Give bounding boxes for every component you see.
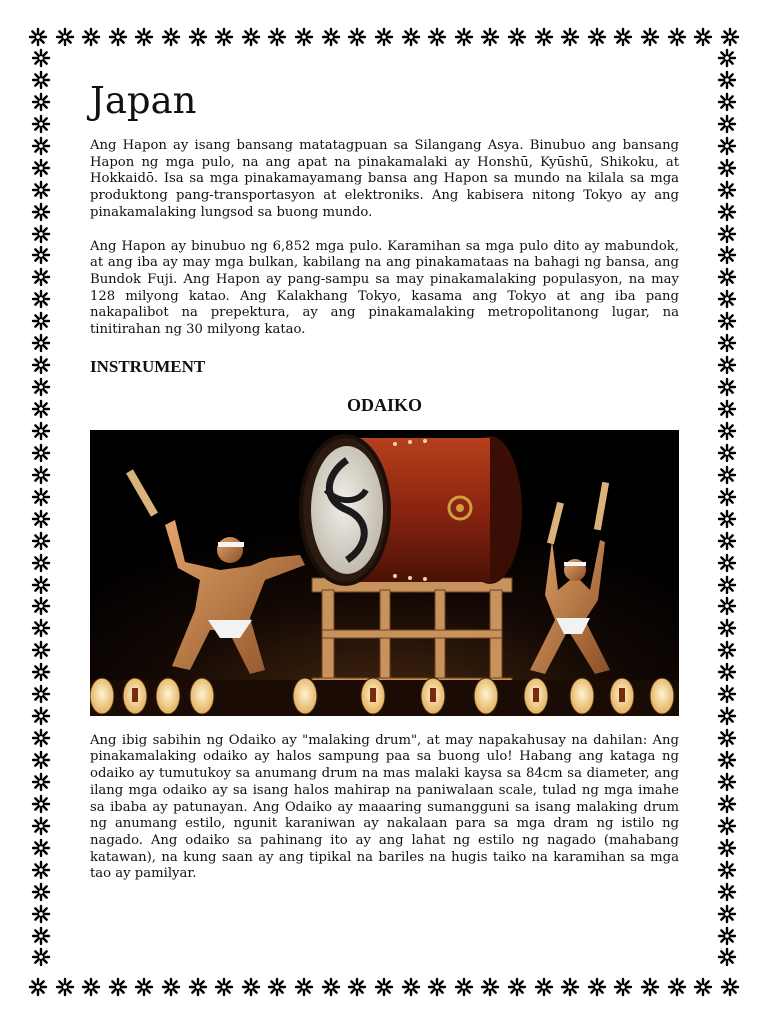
asterisk-star-icon	[717, 92, 737, 112]
asterisk-star-icon	[717, 553, 737, 573]
asterisk-star-icon	[31, 311, 51, 331]
asterisk-star-icon	[31, 882, 51, 902]
asterisk-star-icon	[31, 728, 51, 748]
asterisk-star-icon	[693, 977, 713, 997]
asterisk-star-icon	[321, 977, 341, 997]
asterisk-star-icon	[31, 443, 51, 463]
asterisk-star-icon	[717, 289, 737, 309]
asterisk-star-icon	[717, 180, 737, 200]
asterisk-star-icon	[717, 794, 737, 814]
asterisk-star-icon	[31, 202, 51, 222]
asterisk-star-icon	[31, 553, 51, 573]
asterisk-star-icon	[31, 904, 51, 924]
asterisk-star-icon	[613, 977, 633, 997]
asterisk-star-icon	[717, 750, 737, 770]
asterisk-star-icon	[720, 977, 740, 997]
asterisk-star-icon	[28, 977, 48, 997]
border-left	[30, 48, 52, 968]
asterisk-star-icon	[427, 27, 447, 47]
asterisk-star-icon	[31, 926, 51, 946]
asterisk-star-icon	[401, 977, 421, 997]
asterisk-star-icon	[587, 977, 607, 997]
border-bottom	[28, 976, 740, 998]
asterisk-star-icon	[31, 399, 51, 419]
asterisk-star-icon	[161, 977, 181, 997]
asterisk-star-icon	[717, 860, 737, 880]
page-title: Japan	[90, 79, 197, 122]
asterisk-star-icon	[81, 977, 101, 997]
asterisk-star-icon	[717, 70, 737, 90]
asterisk-star-icon	[560, 977, 580, 997]
asterisk-star-icon	[717, 136, 737, 156]
asterisk-star-icon	[667, 977, 687, 997]
asterisk-star-icon	[507, 27, 527, 47]
asterisk-star-icon	[454, 27, 474, 47]
asterisk-star-icon	[267, 977, 287, 997]
asterisk-star-icon	[717, 114, 737, 134]
asterisk-star-icon	[31, 333, 51, 353]
asterisk-star-icon	[214, 27, 234, 47]
document-body	[90, 78, 679, 900]
asterisk-star-icon	[31, 465, 51, 485]
odaiko-drum	[301, 436, 522, 584]
asterisk-star-icon	[31, 772, 51, 792]
asterisk-star-icon	[31, 618, 51, 638]
asterisk-star-icon	[241, 977, 261, 997]
asterisk-star-icon	[31, 267, 51, 287]
asterisk-star-icon	[667, 27, 687, 47]
asterisk-star-icon	[717, 772, 737, 792]
asterisk-star-icon	[31, 377, 51, 397]
asterisk-star-icon	[31, 158, 51, 178]
asterisk-star-icon	[717, 224, 737, 244]
asterisk-star-icon	[717, 904, 737, 924]
asterisk-star-icon	[134, 977, 154, 997]
asterisk-star-icon	[640, 27, 660, 47]
asterisk-star-icon	[717, 158, 737, 178]
asterisk-star-icon	[717, 377, 737, 397]
asterisk-star-icon	[717, 355, 737, 375]
asterisk-star-icon	[214, 977, 234, 997]
asterisk-star-icon	[613, 27, 633, 47]
asterisk-star-icon	[717, 575, 737, 595]
asterisk-star-icon	[31, 92, 51, 112]
asterisk-star-icon	[717, 267, 737, 287]
asterisk-star-icon	[134, 27, 154, 47]
asterisk-star-icon	[31, 421, 51, 441]
asterisk-star-icon	[717, 399, 737, 419]
asterisk-star-icon	[507, 977, 527, 997]
asterisk-star-icon	[374, 27, 394, 47]
asterisk-star-icon	[640, 977, 660, 997]
asterisk-star-icon	[267, 27, 287, 47]
asterisk-star-icon	[31, 794, 51, 814]
asterisk-star-icon	[587, 27, 607, 47]
asterisk-star-icon	[717, 531, 737, 551]
asterisk-star-icon	[401, 27, 421, 47]
paragraph-odaiko: Ang ibig sabihin ng Odaiko ay "malaking drum", at may napakahusay na dahilan: Ang pinakamalaking odaiko ay halos sampung paa sa buong ulo! Habang ang kataga ng odaiko ay tumutukoy sa anumang drum na mas malaki kaysa sa 84cm sa diameter, ang ilang mga odaiko ay sa isang halos mahirap na paniwalaan scale, tulad ng mga imahe sa ibaba ay patunayan. Ang Odaiko ay maaaring sumangguni sa isang malaking drum ng anumang estilo, ngunit karaniwan ay nakalaan para sa mga dram ng istilo ng nagado. Ang odaiko sa pahinang ito ay ang lahat ng estilo ng nagado (mahabang katawan), na kung saan ay ang tipikal na bariles na hugis taiko na karamihan sa mga tao ay pamilyar.	[90, 732, 679, 882]
asterisk-star-icon	[717, 596, 737, 616]
asterisk-star-icon	[717, 706, 737, 726]
paragraph-intro: Ang Hapon ay isang bansang matatagpuan sa Silangang Asya. Binubuo ang bansang Hapon ng mga pulo, na ang apat na pinakamalaki ay Honshū, Kyūshū, Shikoku, at Hokkaidō. Isa sa mga pinakamayamang bansa ang Hapon sa mundo na kilala sa mga produktong pang-transportasyon at elektroniks. Ang kabisera nitong Tokyo ay ang pinakamalaking lungsod sa buong mundo.	[90, 138, 679, 220]
asterisk-star-icon	[717, 311, 737, 331]
asterisk-star-icon	[717, 487, 737, 507]
asterisk-star-icon	[31, 180, 51, 200]
asterisk-star-icon	[717, 509, 737, 529]
asterisk-star-icon	[31, 509, 51, 529]
asterisk-star-icon	[534, 977, 554, 997]
asterisk-star-icon	[55, 977, 75, 997]
asterisk-star-icon	[717, 333, 737, 353]
asterisk-star-icon	[31, 750, 51, 770]
asterisk-star-icon	[427, 977, 447, 997]
asterisk-star-icon	[31, 706, 51, 726]
asterisk-star-icon	[188, 977, 208, 997]
asterisk-star-icon	[31, 575, 51, 595]
asterisk-star-icon	[717, 947, 737, 967]
asterisk-star-icon	[241, 27, 261, 47]
section-heading: INSTRUMENT	[90, 356, 206, 376]
asterisk-star-icon	[374, 977, 394, 997]
asterisk-star-icon	[717, 202, 737, 222]
asterisk-star-icon	[347, 27, 367, 47]
asterisk-star-icon	[31, 816, 51, 836]
asterisk-star-icon	[31, 70, 51, 90]
asterisk-star-icon	[31, 487, 51, 507]
lantern-row	[90, 678, 679, 716]
border-top	[28, 26, 740, 48]
asterisk-star-icon	[717, 421, 737, 441]
asterisk-star-icon	[81, 27, 101, 47]
asterisk-star-icon	[31, 531, 51, 551]
asterisk-star-icon	[717, 728, 737, 748]
asterisk-star-icon	[717, 838, 737, 858]
asterisk-star-icon	[31, 355, 51, 375]
asterisk-star-icon	[717, 926, 737, 946]
asterisk-star-icon	[717, 618, 737, 638]
asterisk-star-icon	[108, 977, 128, 997]
asterisk-star-icon	[717, 640, 737, 660]
asterisk-star-icon	[294, 977, 314, 997]
asterisk-star-icon	[31, 860, 51, 880]
asterisk-star-icon	[31, 289, 51, 309]
asterisk-star-icon	[55, 27, 75, 47]
asterisk-star-icon	[717, 443, 737, 463]
asterisk-star-icon	[717, 245, 737, 265]
asterisk-star-icon	[31, 662, 51, 682]
instrument-heading: ODAIKO	[346, 394, 422, 415]
asterisk-star-icon	[717, 816, 737, 836]
asterisk-star-icon	[31, 838, 51, 858]
asterisk-star-icon	[534, 27, 554, 47]
asterisk-star-icon	[31, 947, 51, 967]
asterisk-star-icon	[31, 684, 51, 704]
asterisk-star-icon	[347, 977, 367, 997]
asterisk-star-icon	[720, 27, 740, 47]
odaiko-photo	[90, 430, 679, 716]
asterisk-star-icon	[321, 27, 341, 47]
asterisk-star-icon	[108, 27, 128, 47]
asterisk-star-icon	[717, 684, 737, 704]
asterisk-star-icon	[31, 224, 51, 244]
asterisk-star-icon	[717, 48, 737, 68]
asterisk-star-icon	[31, 640, 51, 660]
asterisk-star-icon	[693, 27, 713, 47]
asterisk-star-icon	[188, 27, 208, 47]
asterisk-star-icon	[28, 27, 48, 47]
asterisk-star-icon	[454, 977, 474, 997]
asterisk-star-icon	[31, 48, 51, 68]
asterisk-star-icon	[717, 465, 737, 485]
paragraph-geography: Ang Hapon ay binubuo ng 6,852 mga pulo. Karamihan sa mga pulo dito ay mabundok, at ang iba ay may mga bulkan, kabilang na ang pinakamataas na bahagi ng bansa, ang Bundok Fuji. Ang Hapon ay pang-sampu sa may pinakamalaking populasyon, na may 128 milyong katao. Ang Kalakhang Tokyo, kasama ang Tokyo at ang iba pang nakapalibot na prepektura, ay ang pinakamalaking metropolitanong lugar, na tinitirahan ng 30 milyong katao.	[90, 238, 679, 338]
asterisk-star-icon	[31, 114, 51, 134]
asterisk-star-icon	[480, 977, 500, 997]
asterisk-star-icon	[31, 596, 51, 616]
border-right	[716, 48, 738, 968]
asterisk-star-icon	[480, 27, 500, 47]
asterisk-star-icon	[717, 882, 737, 902]
asterisk-star-icon	[31, 136, 51, 156]
asterisk-star-icon	[717, 662, 737, 682]
asterisk-star-icon	[560, 27, 580, 47]
asterisk-star-icon	[161, 27, 181, 47]
asterisk-star-icon	[294, 27, 314, 47]
asterisk-star-icon	[31, 245, 51, 265]
